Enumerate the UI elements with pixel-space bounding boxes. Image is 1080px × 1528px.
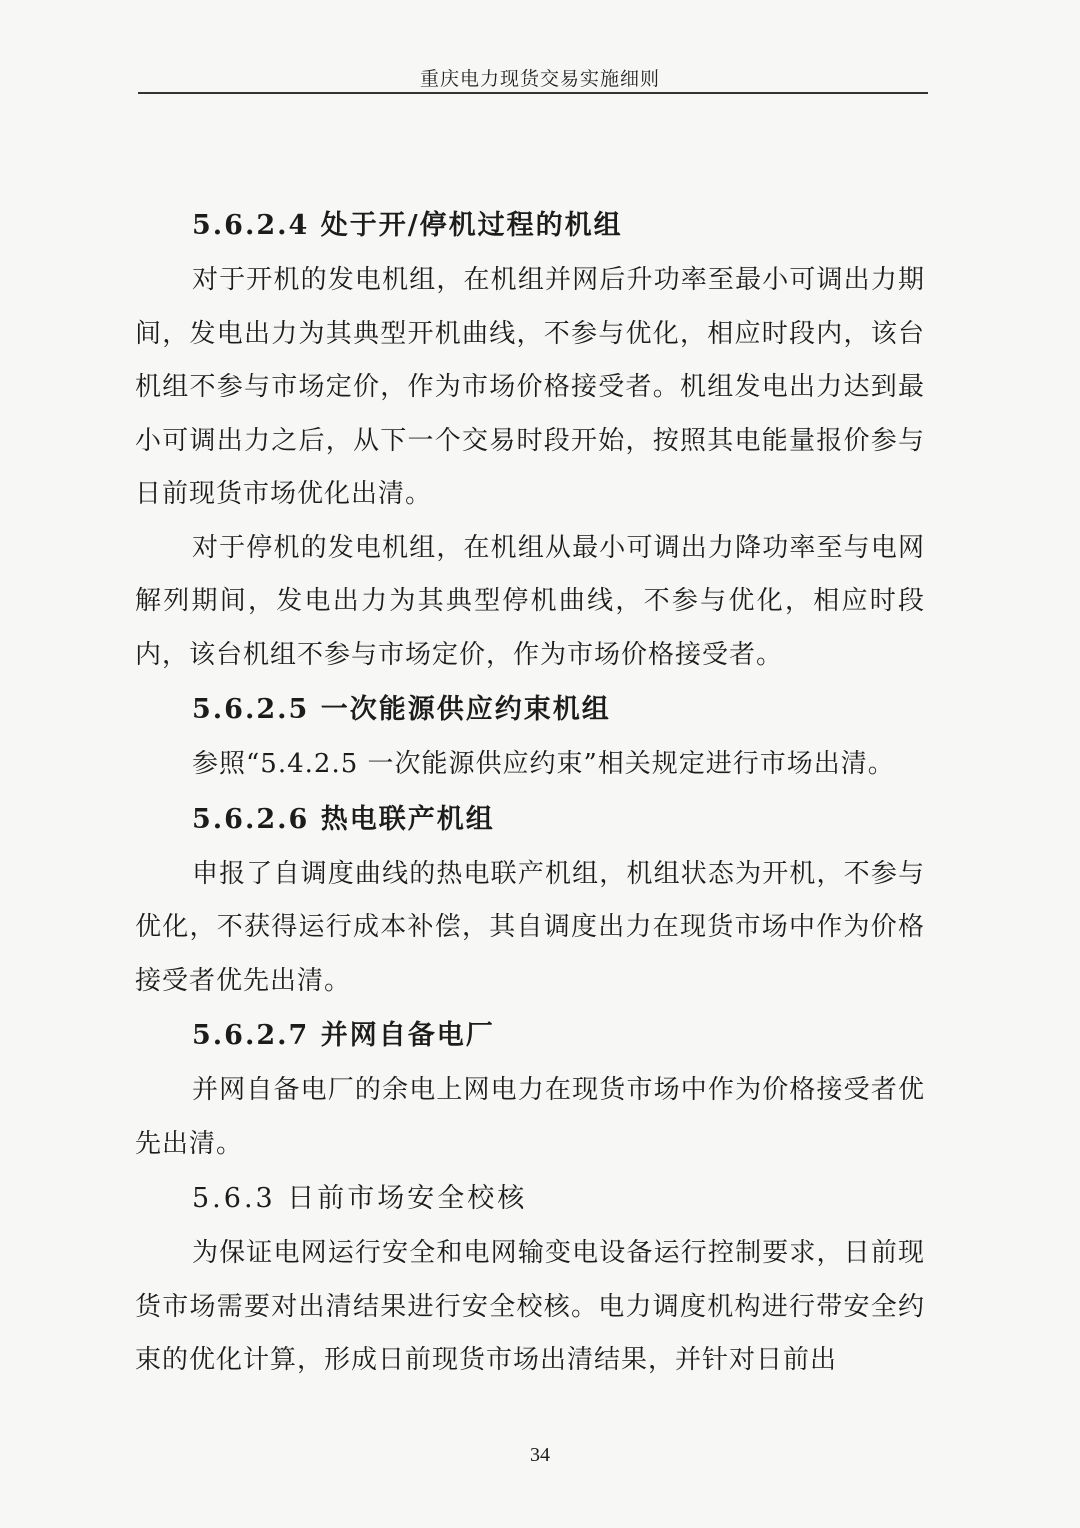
page-body [135, 198, 925, 1388]
section-heading: 5.6.2.4 处于开/停机过程的机组 [192, 210, 623, 241]
section-heading: 5.6.3 日前市场安全校核 [192, 1183, 528, 1214]
paragraph: 参照“5.4.2.5 一次能源供应约束”相关规定进行市场出清。 [192, 749, 895, 779]
header-rule [138, 92, 928, 94]
paragraph: 对于停机的发电机组，在机组从最小可调出力降功率至与电网解列期间，发电出力为其典型停机曲线，不参与优化，相应时段内，该台机组不参与市场定价，作为市场价格接受者。 [135, 532, 925, 670]
section-heading: 5.6.2.7 并网自备电厂 [192, 1020, 495, 1051]
section-heading: 5.6.2.5 一次能源供应约束机组 [192, 694, 611, 725]
section-heading: 5.6.2.6 热电联产机组 [192, 803, 495, 835]
paragraph: 对于开机的发电机组，在机组并网后升功率至最小可调出力期间，发电出力为其典型开机曲线，不参与优化，相应时段内，该台机组不参与市场定价，作为市场价格接受者。机组发电出力达到最小可调出力之后，从下一个交易时段开始，按照其电能量报价参与日前现货市场优化出清。 [135, 265, 925, 509]
paragraph: 并网自备电厂的余电上网电力在现货市场中作为价格接受者优先出清。 [135, 1075, 925, 1159]
paragraph: 申报了自调度曲线的热电联产机组，机组状态为开机，不参与优化，不获得运行成本补偿，其自调度出力在现货市场中作为价格接受者优先出清。 [135, 858, 925, 996]
page-number: 34 [530, 1444, 550, 1466]
header-title: 重庆电力现货交易实施细则 [419, 68, 660, 90]
paragraph: 为保证电网运行安全和电网输变电设备运行控制要求，日前现货市场需要对出清结果进行安全校核。电力调度机构进行带安全约束的优化计算，形成日前现货市场出清结果，并针对日前出 [135, 1238, 925, 1375]
